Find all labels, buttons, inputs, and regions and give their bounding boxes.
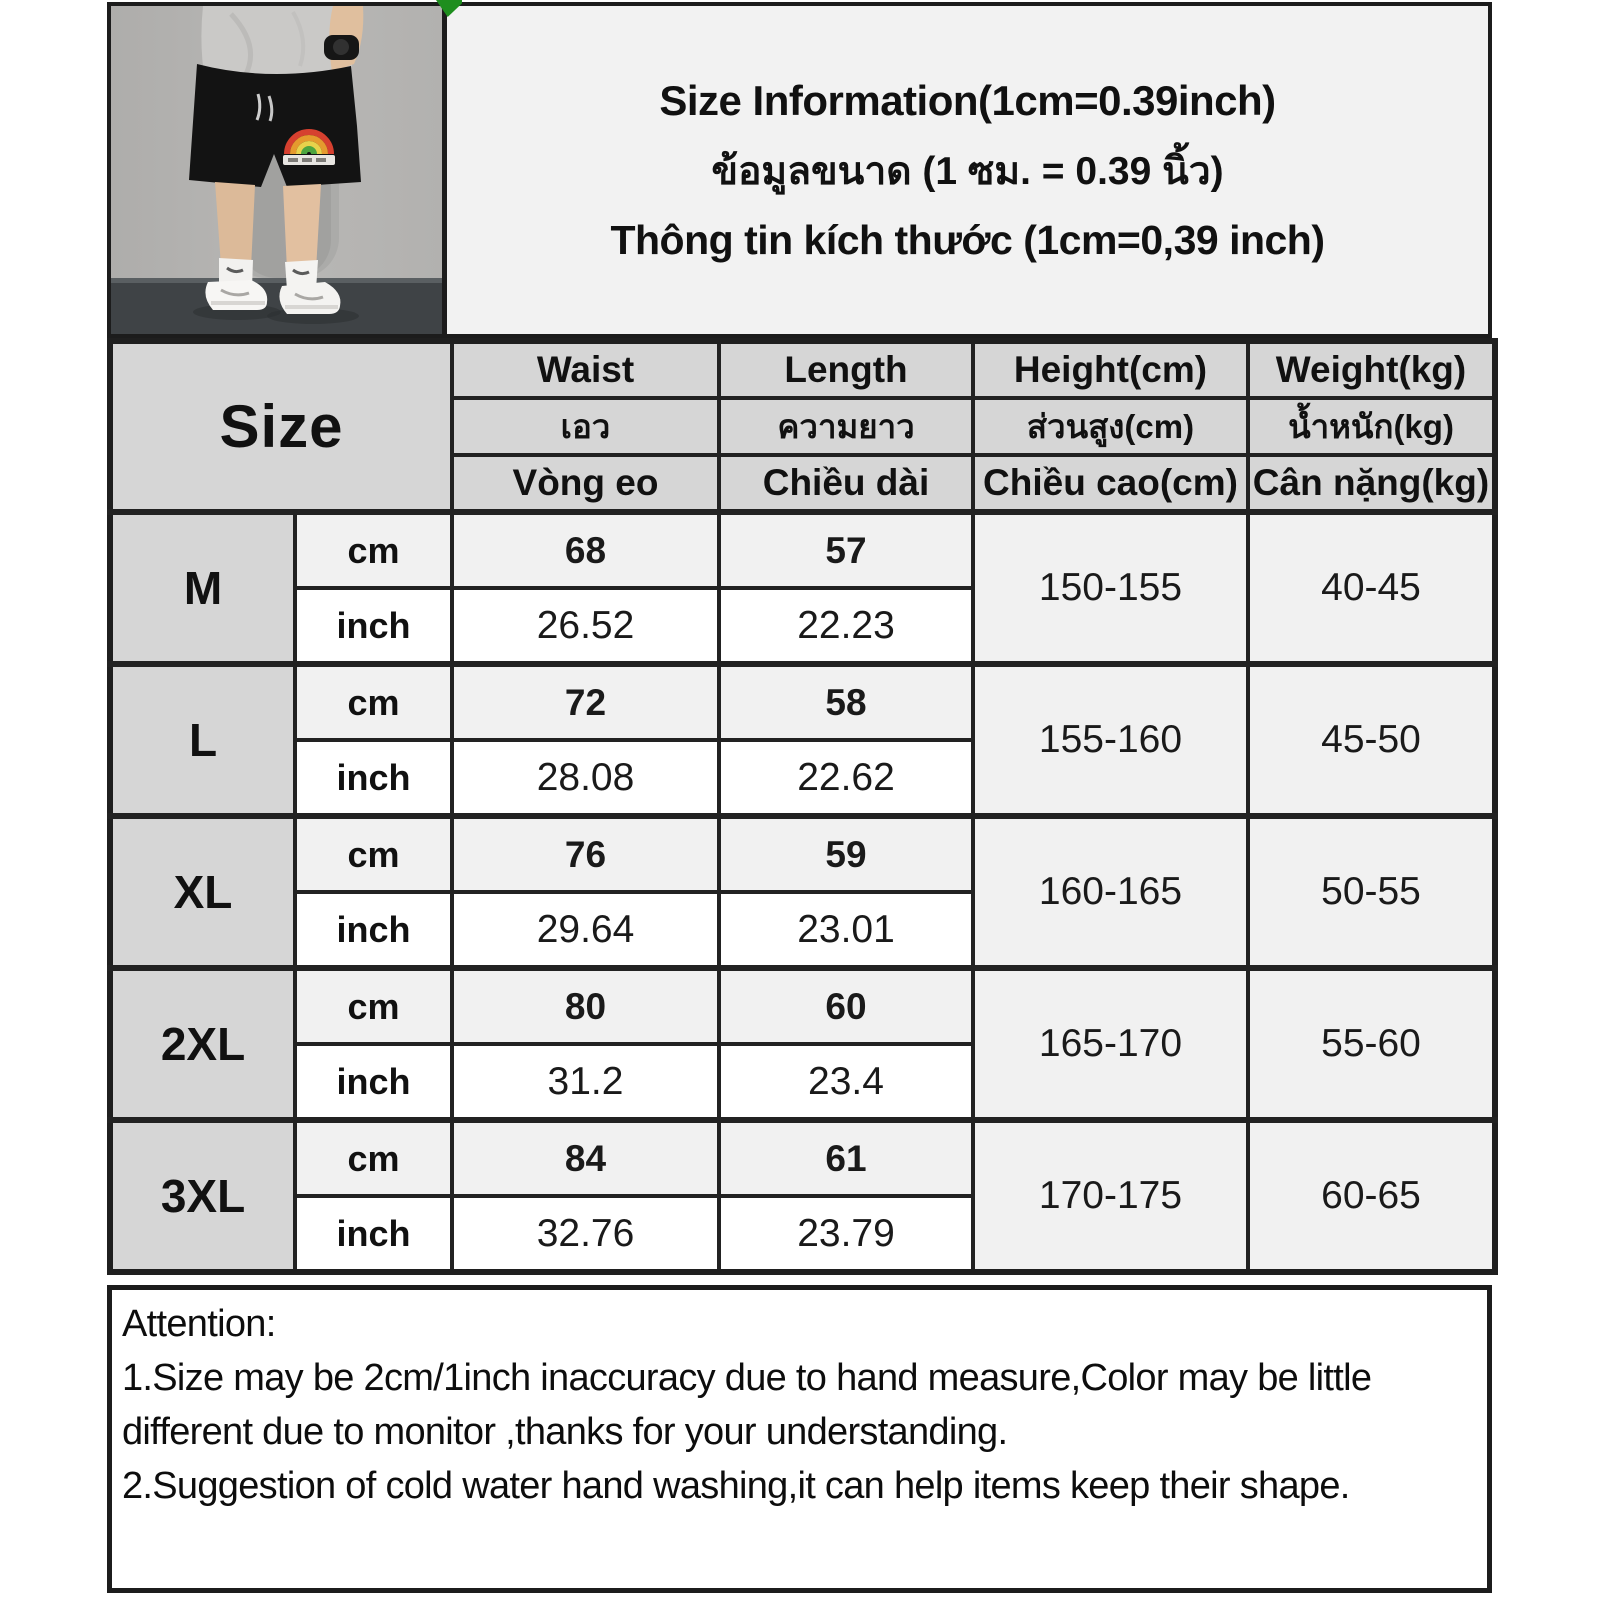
size-corner-header: Size	[110, 341, 452, 512]
unit-label-inch: inch	[295, 740, 452, 816]
unit-label-cm: cm	[295, 512, 452, 588]
unit-label-inch: inch	[295, 1044, 452, 1120]
height-range-m: 150-155	[973, 512, 1248, 664]
size-label-l: L	[110, 664, 295, 816]
col-header-height-en: Height(cm)	[973, 341, 1248, 398]
size-table	[107, 338, 1498, 1275]
waist-inch-xl: 29.64	[452, 892, 719, 968]
size-label-2xl: 2XL	[110, 968, 295, 1120]
table-row-xl-cm	[110, 816, 1495, 892]
weight-range-m: 40-45	[1248, 512, 1495, 664]
unit-label-cm: cm	[295, 816, 452, 892]
table-row-l-cm	[110, 664, 1495, 740]
col-header-length-th: ความยาว	[719, 398, 973, 455]
table-row-3xl-cm	[110, 1120, 1495, 1196]
table-row-m-cm	[110, 512, 1495, 588]
col-header-weight-vi: Cân nặng(kg)	[1248, 455, 1495, 512]
attention-heading: Attention:	[122, 1303, 276, 1345]
col-header-height-th: ส่วนสูง(cm)	[973, 398, 1248, 455]
attention-section	[107, 1285, 1492, 1593]
length-inch-3xl: 23.79	[719, 1196, 973, 1272]
height-range-3xl: 170-175	[973, 1120, 1248, 1272]
product-photo	[111, 6, 447, 334]
length-cm-3xl: 61	[719, 1120, 973, 1196]
length-cm-l: 58	[719, 664, 973, 740]
col-header-weight-en: Weight(kg)	[1248, 341, 1495, 398]
unit-label-inch: inch	[295, 892, 452, 968]
table-row-2xl-cm	[110, 968, 1495, 1044]
length-inch-m: 22.23	[719, 588, 973, 664]
attention-note-2: 2.Suggestion of cold water hand washing,it can help items keep their shape.	[122, 1464, 1350, 1507]
size-label-3xl: 3XL	[110, 1120, 295, 1272]
size-label-m: M	[110, 512, 295, 664]
waist-inch-l: 28.08	[452, 740, 719, 816]
waist-cm-2xl: 80	[452, 968, 719, 1044]
col-header-waist-vi: Vòng eo	[452, 455, 719, 512]
waist-inch-m: 26.52	[452, 588, 719, 664]
waist-cm-m: 68	[452, 512, 719, 588]
weight-range-xl: 50-55	[1248, 816, 1495, 968]
title-thai: ข้อมูลขนาด (1 ซม. = 0.39 นิ้ว)	[711, 149, 1224, 193]
col-header-length-en: Length	[719, 341, 973, 398]
length-cm-xl: 59	[719, 816, 973, 892]
waist-cm-3xl: 84	[452, 1120, 719, 1196]
top-banner	[107, 2, 1492, 338]
height-range-xl: 160-165	[973, 816, 1248, 968]
col-header-waist-en: Waist	[452, 341, 719, 398]
weight-range-l: 45-50	[1248, 664, 1495, 816]
model-legs	[215, 182, 255, 268]
attention-note-1: 1.Size may be 2cm/1inch inaccuracy due to hand measure,Color may be little different due to monitor ,thanks for your understanding.	[122, 1356, 1372, 1453]
waist-cm-l: 72	[452, 664, 719, 740]
weight-range-2xl: 55-60	[1248, 968, 1495, 1120]
col-header-weight-th: น้ำหนัก(kg)	[1248, 398, 1495, 455]
title-block	[447, 6, 1488, 334]
waist-inch-2xl: 31.2	[452, 1044, 719, 1120]
weight-range-3xl: 60-65	[1248, 1120, 1495, 1272]
unit-label-cm: cm	[295, 968, 452, 1044]
size-label-xl: XL	[110, 816, 295, 968]
product-photo-illustration	[111, 6, 442, 334]
unit-label-inch: inch	[295, 1196, 452, 1272]
unit-label-cm: cm	[295, 664, 452, 740]
rainbow-logo	[283, 132, 335, 165]
title-english: Size Information(1cm=0.39inch)	[659, 76, 1276, 124]
waist-inch-3xl: 32.76	[452, 1196, 719, 1272]
length-inch-xl: 23.01	[719, 892, 973, 968]
length-inch-l: 22.62	[719, 740, 973, 816]
length-cm-2xl: 60	[719, 968, 973, 1044]
length-inch-2xl: 23.4	[719, 1044, 973, 1120]
unit-label-inch: inch	[295, 588, 452, 664]
length-cm-m: 57	[719, 512, 973, 588]
col-header-height-vi: Chiều cao(cm)	[973, 455, 1248, 512]
height-range-l: 155-160	[973, 664, 1248, 816]
photo-floor	[111, 278, 442, 334]
title-vietnamese: Thông tin kích thước (1cm=0,39 inch)	[610, 216, 1325, 263]
col-header-length-vi: Chiều dài	[719, 455, 973, 512]
unit-label-cm: cm	[295, 1120, 452, 1196]
col-header-waist-th: เอว	[452, 398, 719, 455]
waist-cm-xl: 76	[452, 816, 719, 892]
height-range-2xl: 165-170	[973, 968, 1248, 1120]
